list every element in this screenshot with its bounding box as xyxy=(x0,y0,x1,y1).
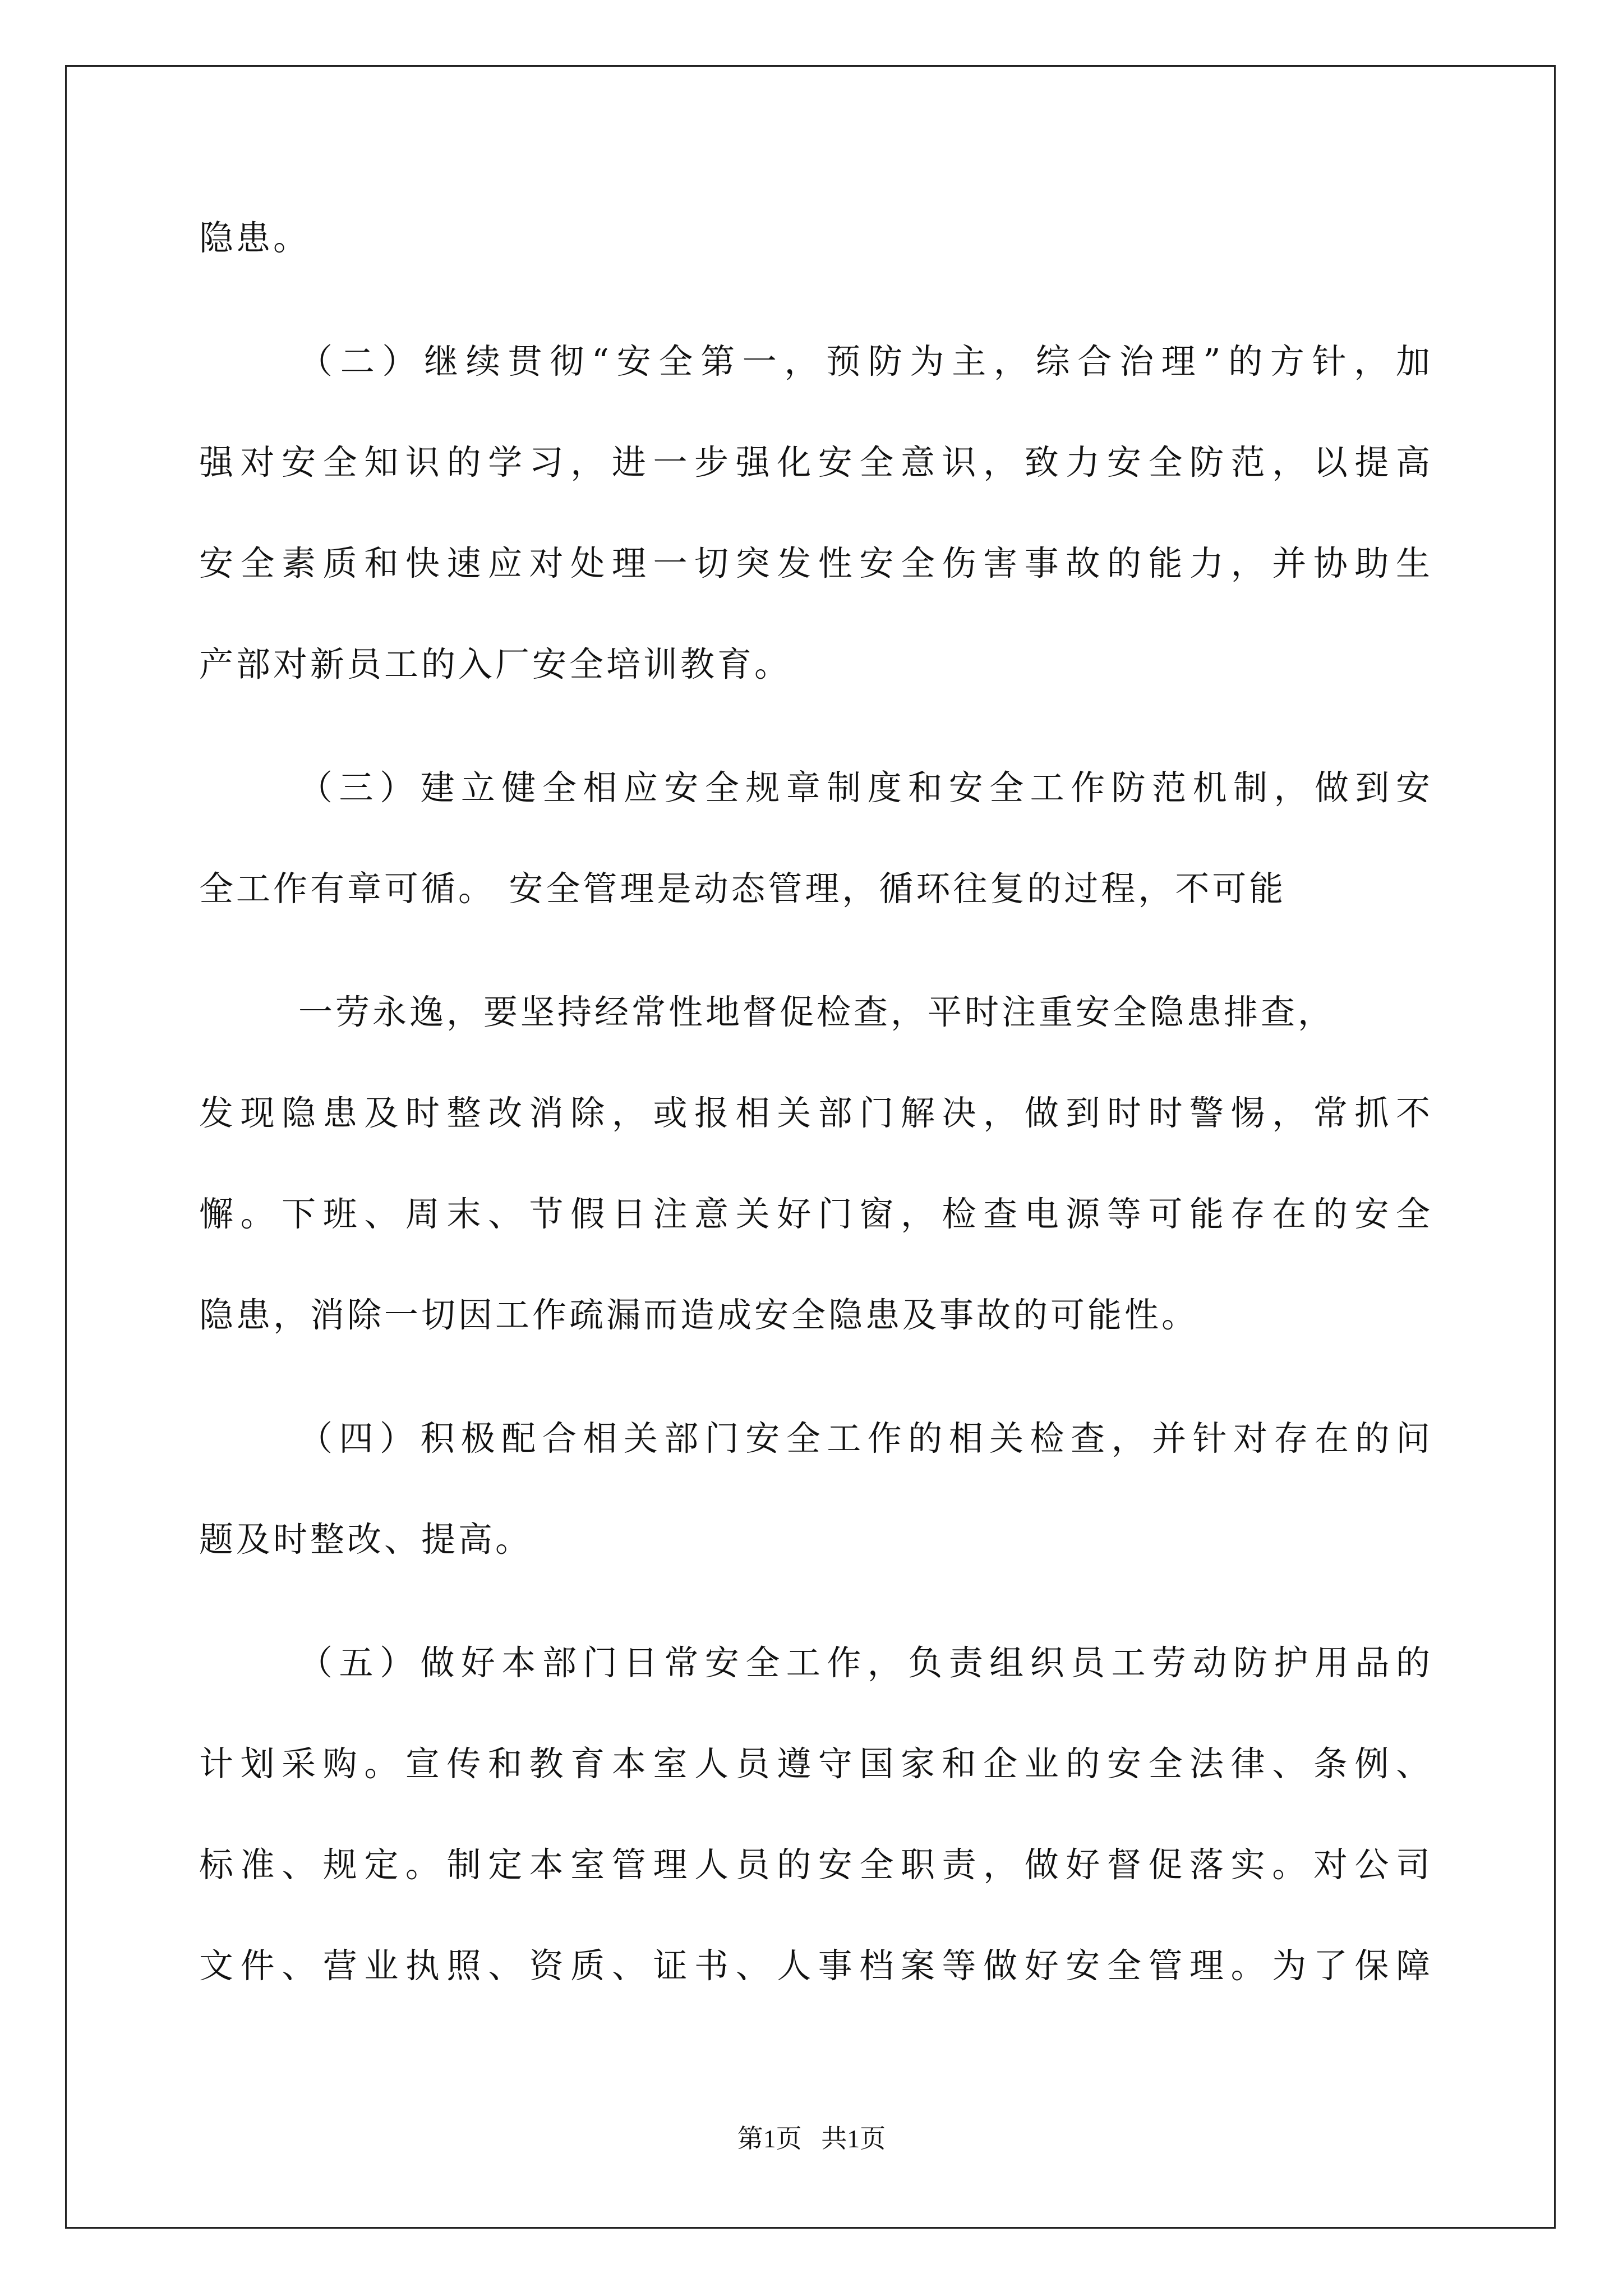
page-number-footer: 第1页 共1页 xyxy=(737,2124,886,2153)
text-line: 标准、规定。制定本室管理人员的安全职责，做好督促落实。对公司 xyxy=(199,1845,1430,1885)
text-line: （四）积极配合相关部门安全工作的相关检查，并针对存在的问 xyxy=(298,1419,1430,1458)
text-line: 文件、营业执照、资质、证书、人事档案等做好安全管理。为了保障 xyxy=(199,1946,1430,1986)
text-line: 产部对新员工的入厂安全培训教育。 xyxy=(199,645,792,684)
text-line: 隐患，消除一切因工作疏漏而造成安全隐患及事故的可能性。 xyxy=(199,1295,1199,1335)
text-line: 发现隐患及时整改消除，或报相关部门解决，做到时时警惕，常抓不 xyxy=(199,1093,1430,1133)
text-line: 安全素质和快速应对处理一切突发性安全伤害事故的能力，并协助生 xyxy=(199,544,1430,583)
text-line: 隐患。 xyxy=(199,218,311,258)
text-line: 题及时整改、提高。 xyxy=(199,1520,533,1559)
text-line: 强对安全知识的学习，进一步强化安全意识，致力安全防范，以提高 xyxy=(199,443,1430,482)
text-line: （三）建立健全相应安全规章制度和安全工作防范机制，做到安 xyxy=(298,768,1430,808)
text-line: 计划采购。宣传和教育本室人员遵守国家和企业的安全法律、条例、 xyxy=(199,1744,1430,1784)
text-line: （五）做好本部门日常安全工作，负责组织员工劳动防护用品的 xyxy=(298,1643,1430,1683)
text-line: 懈。下班、周末、节假日注意关好门窗，检查电源等可能存在的安全 xyxy=(199,1194,1430,1234)
text-line: 全工作有章可循。 安全管理是动态管理，循环往复的过程，不可能 xyxy=(199,869,1287,909)
text-line: （二）继续贯彻“安全第一，预防为主，综合治理”的方针，加 xyxy=(298,342,1430,381)
text-line: 一劳永逸，要坚持经常性地督促检查，平时注重安全隐患排查， xyxy=(298,992,1335,1032)
page-border xyxy=(65,65,1556,2229)
